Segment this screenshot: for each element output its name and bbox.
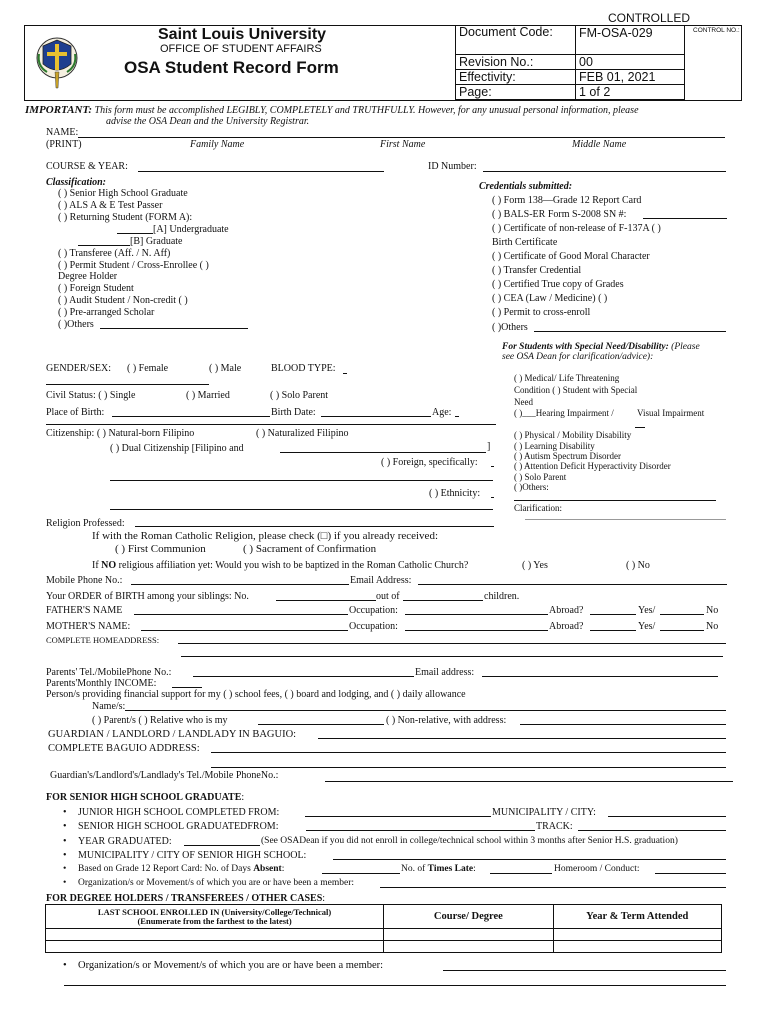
parents-email-field[interactable] — [482, 676, 718, 677]
credentials-title: Credentials submitted: — [479, 181, 573, 192]
last-school-row — [46, 941, 722, 953]
mother-abroad-no-field[interactable] — [660, 630, 704, 631]
homeroom-field[interactable] — [655, 873, 726, 874]
homeroom-label: Homeroom / Conduct: — [554, 864, 640, 874]
page-row — [456, 85, 685, 100]
need-others-field[interactable] — [514, 500, 716, 501]
university-seal — [33, 32, 81, 90]
gender-male[interactable]: ( ) Male — [209, 363, 242, 374]
non-relative-option[interactable]: ( ) Non-relative, with address: — [386, 715, 507, 726]
course-degree-header: Course/ Degree — [384, 905, 553, 929]
email-field[interactable] — [418, 584, 727, 585]
ethnicity-option[interactable]: ( ) Ethnicity: — [429, 488, 481, 499]
no-of-label: No. of — [401, 864, 426, 874]
blood-type-field[interactable] — [343, 373, 347, 374]
mobile-label: Mobile Phone No.: — [46, 575, 123, 586]
mother-occupation-field[interactable] — [405, 630, 548, 631]
father-occupation-label: Occupation: — [349, 605, 398, 616]
classification-others[interactable]: ( )Others — [58, 319, 94, 330]
times-late-field[interactable] — [490, 873, 552, 874]
citizenship-natural-born[interactable]: Citizenship: ( ) Natural-born Filipino — [46, 428, 195, 439]
baptism-yes[interactable]: ( ) Yes — [522, 560, 548, 571]
need-solo-parent[interactable]: ( ) Solo Parent — [514, 472, 567, 482]
support-names-field[interactable] — [125, 710, 726, 711]
classification-degree-holder[interactable]: Degree Holder — [58, 271, 118, 282]
classification-shs[interactable]: ( ) Senior High School Graduate — [58, 188, 188, 199]
guardian-label: GUARDIAN / LANDLORD / LANDLADY IN BAGUIO: — [48, 729, 297, 740]
home-address-line-2[interactable] — [181, 656, 723, 657]
revision-label: Revision No.: — [456, 55, 576, 70]
classification-graduate[interactable]: [B] Graduate — [130, 236, 183, 247]
control-no-label: CONTROL NO.: — [693, 27, 740, 34]
gender-field[interactable] — [46, 384, 209, 385]
income-field[interactable] — [172, 687, 202, 688]
classification-permit[interactable]: ( ) Permit Student / Cross-Enrollee ( ) — [58, 260, 209, 271]
undergraduate-blank[interactable] — [117, 233, 153, 234]
last-school-row — [46, 929, 722, 941]
shs-from-label: • SENIOR HIGH SCHOOL GRADUATEDFROM: — [78, 821, 278, 832]
need-special[interactable]: Condition ( ) Student with Special — [514, 385, 638, 395]
religion-label: Religion Professed: — [46, 518, 125, 529]
name-label: NAME: — [46, 127, 79, 138]
birth-date-label: Birth Date: — [271, 407, 316, 418]
birth-order-field[interactable] — [276, 600, 376, 601]
report-card-line: • Based on Grade 12 Report Card: No. of Days Absent: — [78, 864, 284, 874]
jhs-municipality-label: MUNICIPALITY / CITY: — [492, 807, 596, 818]
effectivity-row — [456, 70, 685, 85]
siblings-field[interactable] — [403, 600, 483, 601]
degree-title: FOR DEGREE HOLDERS / TRANSFEREES / OTHER CASES — [46, 893, 323, 904]
important-text-2: advise the OSA Dean and the University Registrar. — [106, 116, 310, 127]
father-occupation-field[interactable] — [405, 614, 548, 615]
jhs-label: • JUNIOR HIGH SCHOOL COMPLETED FROM: — [78, 807, 279, 818]
times-late-label: Times Late — [427, 864, 474, 874]
need-visual[interactable]: Visual Impairment — [637, 408, 705, 418]
course-year-label: COURSE & YEAR: — [46, 161, 128, 172]
support-relation-option[interactable]: ( ) Parent/s ( ) Relative who is my — [92, 715, 228, 726]
year-cell[interactable] — [553, 941, 721, 953]
age-field[interactable] — [455, 416, 459, 417]
guardian-field[interactable] — [318, 738, 726, 739]
middle-name-label: Middle Name — [572, 139, 627, 150]
doc-code-label: Document Code: — [456, 26, 576, 55]
need-medical[interactable]: ( ) Medical/ Life Threatening — [514, 373, 620, 383]
credential-others[interactable]: ( )Others — [492, 322, 528, 333]
credential-good-moral[interactable]: ( ) Certificate of Good Moral Character — [492, 251, 650, 262]
shs-municipality-label: • MUNICIPALITY / CITY OF SENIOR HIGH SCHOOL: — [78, 850, 306, 861]
classification-title: Classification: — [46, 177, 107, 188]
baguio-address-line-2[interactable] — [211, 767, 726, 768]
page-value: 1 of 2 — [576, 85, 685, 100]
page-label: Page: — [456, 85, 576, 100]
shs-org-label: • Organization/s or Movement/s of which you are or have been a member: — [78, 878, 354, 888]
days-absent-field[interactable] — [322, 873, 400, 874]
shs-org-field[interactable] — [380, 887, 726, 888]
citizenship-naturalized[interactable]: ( ) Naturalized Filipino — [256, 428, 349, 439]
last-school-header-line-2: (Enumerate from the farthest to the latest) — [137, 915, 292, 926]
home-address-field[interactable] — [178, 643, 726, 644]
classification-foreign[interactable]: ( ) Foreign Student — [58, 283, 134, 294]
times-late-line: No. of Times Late: — [401, 864, 476, 874]
children-label: children. — [484, 591, 520, 602]
document-info-table — [455, 25, 685, 100]
classification-undergraduate[interactable]: [A] Undergraduate — [153, 224, 229, 235]
father-abroad-no-field[interactable] — [660, 614, 704, 615]
bals-sn-field[interactable] — [643, 218, 727, 219]
course-year-field[interactable] — [138, 171, 384, 172]
id-number-field[interactable] — [483, 171, 726, 172]
shs-title: FOR SENIOR HIGH SCHOOL GRADUATE — [46, 792, 242, 803]
first-communion-option[interactable]: ( ) First Communion — [115, 543, 206, 555]
jhs-field[interactable] — [305, 816, 491, 817]
shs-from-field[interactable] — [306, 830, 535, 831]
family-name-label: Family Name — [190, 139, 245, 150]
jhs-municipality-field[interactable] — [608, 816, 726, 817]
controlled-label: CONTROLLED — [608, 11, 691, 25]
need-physical[interactable]: ( ) Physical / Mobility Disability — [514, 430, 632, 440]
religion-field[interactable] — [135, 526, 494, 527]
gender-female[interactable]: ( ) Female — [127, 363, 169, 374]
mother-occupation-label: Occupation: — [349, 621, 398, 632]
special-needs-heading — [502, 342, 700, 352]
absent-label: Absent — [253, 864, 282, 874]
parents-email-label: Email address: — [415, 667, 475, 678]
guardian-tel-field[interactable] — [325, 781, 733, 782]
need-autism[interactable]: ( ) Autism Spectrum Disorder — [514, 451, 621, 461]
baguio-address-field[interactable] — [211, 752, 726, 753]
credential-form138[interactable]: ( ) Form 138—Grade 12 Report Card — [492, 195, 642, 206]
name-field[interactable] — [78, 137, 725, 138]
revision-row — [456, 55, 685, 70]
need-learning[interactable]: ( ) Learning Disability — [514, 441, 595, 451]
father-abroad-yes[interactable]: Yes/ — [638, 605, 656, 616]
classification-transferee[interactable]: ( ) Transferee (Aff. / N. Aff) — [58, 248, 171, 259]
effectivity-label: Effectivity: — [456, 70, 576, 85]
last-school-header — [46, 905, 384, 929]
need-special-cont: Need — [514, 397, 533, 407]
civil-status-married[interactable]: ( ) Married — [186, 390, 230, 401]
classification-scholar[interactable]: ( ) Pre-arranged Scholar — [58, 307, 155, 318]
need-others[interactable]: ( )Others: — [514, 482, 549, 492]
year-term-header: Year & Term Attended — [553, 905, 721, 929]
credential-non-release[interactable]: ( ) Certificate of non-release of F-137A ( ) — [492, 223, 661, 234]
blood-type-label: BLOOD TYPE: — [271, 363, 336, 374]
degree-org-label: • Organization/s or Movement/s of which you are or have been a member: — [78, 960, 383, 971]
need-adhd[interactable]: ( ) Attention Deficit Hyperactivity Disorder — [514, 461, 671, 471]
place-of-birth-label: Place of Birth: — [46, 407, 105, 418]
foreign-line-2 — [110, 480, 493, 481]
effectivity-value: FEB 01, 2021 — [576, 70, 685, 85]
doc-code-value: FM-OSA-029 — [576, 26, 685, 55]
citizenship-foreign[interactable]: ( ) Foreign, specifically: — [381, 457, 478, 468]
parents-tel-field[interactable] — [193, 676, 414, 677]
classification-returning[interactable]: ( ) Returning Student (FORM A): — [58, 212, 193, 223]
print-label: (PRINT) — [46, 139, 82, 150]
need-hearing[interactable]: ( )___Hearing Impairment / — [514, 408, 614, 418]
track-field[interactable] — [578, 830, 726, 831]
birth-date-field[interactable] — [321, 416, 431, 417]
credential-transfer[interactable]: ( ) Transfer Credential — [492, 265, 582, 276]
catholic-note: If with the Roman Catholic Religion, please check (□) if you already received: — [92, 530, 438, 542]
classification-als[interactable]: ( ) ALS A & E Test Passer — [58, 200, 163, 211]
university-name: Saint Louis University — [158, 26, 327, 43]
last-school-table — [45, 904, 722, 953]
credential-cea[interactable]: ( ) CEA (Law / Medicine) ( ) — [492, 293, 608, 304]
gender-label: GENDER/SEX: — [46, 363, 111, 374]
last-school-header-row — [46, 905, 722, 929]
year-cell[interactable] — [553, 929, 721, 941]
clarification-field[interactable] — [525, 519, 726, 520]
report-card-label: Based on Grade 12 Report Card: No. of Days — [78, 864, 251, 874]
special-needs-note-1: (Please — [671, 342, 700, 352]
mother-label: MOTHER'S NAME: — [46, 621, 131, 632]
place-of-birth-field[interactable] — [112, 416, 270, 417]
guardian-tel-label: Guardian's/Landlord's/Landlady's Tel./Mobile PhoneNo.: — [50, 770, 279, 781]
ethnicity-field[interactable] — [491, 497, 494, 498]
credential-grades[interactable]: ( ) Certified True copy of Grades — [492, 279, 624, 290]
important-label: IMPORTANT: — [25, 104, 93, 116]
degree-org-line-2[interactable] — [64, 985, 726, 986]
ethnicity-line-2 — [110, 509, 493, 510]
mother-abroad-yes[interactable]: Yes/ — [638, 621, 656, 632]
credential-others-field[interactable] — [534, 331, 726, 332]
special-needs-title: For Students with Special Need/Disability: — [502, 342, 669, 352]
baptism-no[interactable]: ( ) No — [626, 560, 650, 571]
non-relative-address-field[interactable] — [520, 724, 726, 725]
mobile-field[interactable] — [131, 584, 349, 585]
baguio-address-label: COMPLETE BAGUIO ADDRESS: — [48, 743, 200, 754]
graduate-blank[interactable] — [78, 245, 130, 246]
father-label: FATHER'S NAME — [46, 605, 123, 616]
mother-name-field[interactable] — [141, 630, 348, 631]
track-label: TRACK: — [536, 821, 573, 832]
credential-permit[interactable]: ( ) Permit to cross-enroll — [492, 307, 591, 318]
important-text-1: This form must be accomplished LEGIBLY, COMPLETELY and TRUTHFULLY. However, for any unusual personal information, please — [94, 105, 639, 116]
home-address-label: COMPLETE HOMEADDRESS: — [46, 635, 160, 645]
classification-others-field[interactable] — [100, 328, 248, 329]
form-title: OSA Student Record Form — [124, 58, 339, 77]
mother-abroad-label: Abroad? — [549, 621, 584, 632]
dual-bracket: ] — [487, 441, 491, 452]
foreign-field[interactable] — [491, 466, 494, 467]
last-school-header-line-1: LAST SCHOOL ENROLLED IN (University/College/Technical) — [97, 906, 332, 917]
degree-title-colon: : — [322, 893, 326, 904]
shs-municipality-field[interactable] — [333, 859, 726, 860]
civil-status-solo[interactable]: ( ) Solo Parent — [270, 390, 329, 401]
birth-order-label: Your ORDER of BIRTH among your siblings: No. — [46, 591, 249, 602]
father-abroad-yes-field[interactable] — [590, 614, 636, 615]
father-name-field[interactable] — [134, 614, 348, 615]
place-of-birth-line-2 — [46, 424, 496, 425]
relative-field[interactable] — [258, 724, 384, 725]
age-label: Age: — [432, 407, 452, 418]
credential-birth-cert[interactable]: Birth Certificate — [492, 237, 558, 248]
special-needs-note-2: see OSA Dean for clarification/advice): — [502, 352, 654, 362]
parents-tel-label: Parents' Tel./MobilePhone No.: — [46, 667, 172, 678]
baptism-q-pre: If — [92, 560, 99, 571]
shs-heading — [46, 792, 244, 803]
course-cell[interactable] — [384, 941, 553, 953]
office-name: OFFICE OF STUDENT AFFAIRS — [160, 43, 322, 55]
citizenship-dual[interactable]: ( ) Dual Citizenship [Filipino and — [110, 443, 244, 454]
dual-citizenship-field[interactable] — [280, 452, 486, 453]
school-cell[interactable] — [46, 941, 384, 953]
support-names-label: Name/s: — [92, 701, 126, 712]
important-notice — [25, 104, 639, 116]
doc-code-row — [456, 26, 685, 55]
baptism-q-no: NO — [101, 560, 117, 571]
baptism-question — [92, 560, 468, 571]
degree-heading — [46, 893, 325, 904]
father-abroad-no[interactable]: No — [706, 605, 719, 616]
year-graduated-label: • YEAR GRADUATED: — [78, 836, 172, 847]
income-label: Parents'Monthly INCOME: — [46, 678, 157, 689]
id-number-label: ID Number: — [428, 161, 477, 172]
year-graduated-note: (See OSADean if you did not enroll in college/technical school within 3 months after Senior H.S. graduation) — [261, 836, 678, 846]
visual-blank — [635, 427, 645, 428]
out-of-label: out of — [376, 591, 400, 602]
year-graduated-field[interactable] — [184, 845, 260, 846]
mother-abroad-no[interactable]: No — [706, 621, 719, 632]
civil-status-single[interactable]: Civil Status: ( ) Single — [46, 390, 136, 401]
first-name-label: First Name — [380, 139, 426, 150]
email-label: Email Address: — [350, 575, 412, 586]
school-cell[interactable] — [46, 929, 384, 941]
baptism-q-post: religious affiliation yet: Would you wish to be baptized in the Roman Catholic Church? — [118, 560, 469, 571]
shs-title-colon: : — [241, 792, 245, 803]
course-cell[interactable] — [384, 929, 553, 941]
confirmation-option[interactable]: ( ) Sacrament of Confirmation — [243, 543, 377, 555]
revision-value: 00 — [576, 55, 685, 70]
degree-org-field[interactable] — [443, 970, 726, 971]
mother-abroad-yes-field[interactable] — [590, 630, 636, 631]
credential-bals[interactable]: ( ) BALS-ER Form S-2008 SN #: — [492, 209, 627, 220]
father-abroad-label: Abroad? — [549, 605, 584, 616]
classification-audit[interactable]: ( ) Audit Student / Non-credit ( ) — [58, 295, 188, 306]
support-label: Person/s providing financial support for my ( ) school fees, ( ) board and lodging, and ( ) daily allowance — [46, 689, 466, 700]
clarification-label: Clarification: — [514, 503, 562, 513]
